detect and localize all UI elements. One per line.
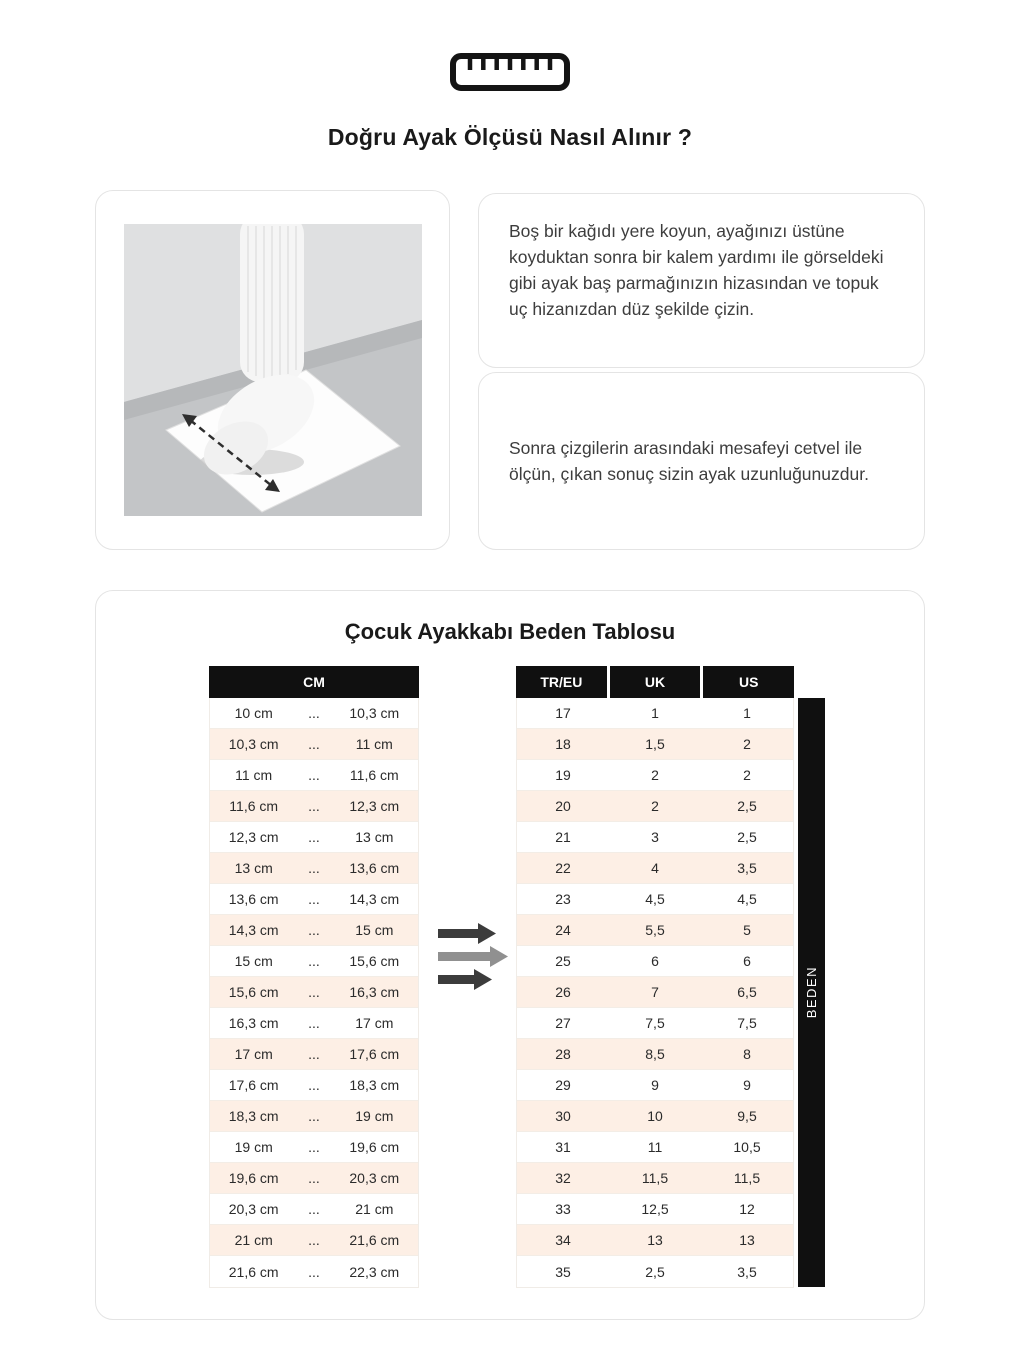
table-cell: ... [308,1077,320,1093]
table-cell: 12,3 cm [228,829,279,845]
table-cell: ... [308,860,320,876]
table-cell: 7,5 [645,1015,665,1031]
table-cell: 13 cm [355,829,394,845]
table-cell: 18,3 cm [228,1108,279,1124]
cm-table-row [210,915,418,946]
table-cell: ... [308,1046,320,1062]
table-cell: 31 [555,1139,571,1155]
table-cell: 17 cm [355,1015,394,1031]
table-cell: 10,3 cm [228,736,279,752]
table-cell: 20 [555,798,571,814]
table-cell: 12,5 [641,1201,669,1217]
table-cell: 17,6 cm [349,1046,400,1062]
size-table-row [517,915,793,946]
beden-label: BEDEN [804,966,819,1019]
size-header-tr-eu: TR/EU [516,666,607,698]
ruler-icon [0,52,1020,92]
table-cell: 34 [555,1232,571,1248]
size-table-row [517,1008,793,1039]
cm-table-row [210,977,418,1008]
table-cell: ... [308,1015,320,1031]
table-cell: 11 [647,1139,663,1155]
table-cell: 13 [739,1232,755,1248]
size-header-uk: UK [610,666,701,698]
table-cell: ... [308,829,320,845]
table-cell: 12 [739,1201,755,1217]
table-cell: 25 [555,953,571,969]
table-cell: 2 [651,767,659,783]
size-table-row [517,1070,793,1101]
instruction-step2-text: Sonra çizgilerin arasındaki mesafeyi cetvel ile ölçün, çıkan sonuç sizin ayak uzunluğunuzdur. [509,438,869,484]
table-cell: 9 [651,1077,659,1093]
table-cell: 1,5 [645,736,665,752]
table-cell: 17 cm [234,1046,273,1062]
table-cell: ... [308,984,320,1000]
table-cell: 23 [555,891,571,907]
size-table-row [517,698,793,729]
table-cell: 1 [651,705,659,721]
table-cell: 19 [555,767,571,783]
table-cell: 5,5 [645,922,665,938]
beden-side-bar [798,698,825,1287]
cm-table-row [210,1101,418,1132]
page-title: Doğru Ayak Ölçüsü Nasıl Alınır ? [327,124,693,150]
table-cell: 11,5 [641,1170,669,1186]
table-cell: 20,3 cm [349,1170,400,1186]
size-table [516,666,794,1288]
table-cell: 19 cm [234,1139,273,1155]
table-cell: 10 cm [234,705,273,721]
table-cell: 3,5 [737,1263,757,1280]
table-cell: 8 [743,1046,751,1062]
table-cell: ... [308,1232,320,1248]
table-cell: ... [308,953,320,969]
table-cell: 26 [555,984,571,1000]
table-cell: 11,6 cm [229,798,279,814]
table-cell: 6 [651,953,659,969]
size-table-row [517,822,793,853]
table-cell: 10,3 cm [349,705,400,721]
table-cell: 9 [743,1077,751,1093]
transfer-arrows-icon [438,919,510,998]
foot-measurement-illustration [124,224,422,516]
size-table-row [517,1039,793,1070]
table-cell: 3,5 [737,860,757,876]
table-cell: 12,3 cm [349,798,400,814]
cm-table-row [210,1008,418,1039]
size-table-row [517,853,793,884]
size-table-header [516,666,794,698]
table-cell: 7 [651,984,659,1000]
table-cell: 17 [555,705,571,721]
size-table-panel [95,590,925,1320]
table-cell: ... [308,891,320,907]
table-cell: ... [308,1139,320,1155]
size-table-rows [516,698,794,1288]
table-cell: 30 [555,1108,571,1124]
size-table-row [517,1163,793,1194]
table-cell: 24 [555,922,571,938]
size-header-us: US [703,666,794,698]
table-cell: 2,5 [645,1263,665,1280]
table-cell: 8,5 [645,1046,665,1062]
size-table-row [517,1256,793,1287]
table-cell: 15 cm [234,953,273,969]
cm-table-row [210,1070,418,1101]
table-cell: ... [308,767,320,783]
table-cell: 18 [555,736,571,752]
table-cell: 21 cm [234,1232,273,1248]
table-cell: ... [308,1201,320,1217]
cm-table-row [210,1194,418,1225]
table-cell: 27 [555,1015,571,1031]
table-cell: 4,5 [645,891,665,907]
table-cell: 15,6 cm [349,953,400,969]
table-cell: 19 cm [355,1108,394,1124]
table-cell: 15,6 cm [228,984,279,1000]
table-cell: ... [308,1263,320,1280]
size-table-row [517,946,793,977]
table-cell: 2 [651,798,659,814]
table-cell: 14,3 cm [349,891,400,907]
table-cell: 11,5 [733,1170,761,1186]
cm-table-row [210,1163,418,1194]
size-table-row [517,1132,793,1163]
table-cell: ... [308,922,320,938]
table-cell: 21,6 cm [349,1232,400,1248]
table-cell: 5 [743,922,751,938]
table-cell: 21,6 cm [228,1263,279,1280]
cm-table-row [210,946,418,977]
table-cell: 28 [555,1046,571,1062]
table-cell: 4 [651,860,659,876]
table-cell: 9,5 [737,1108,757,1124]
foot-photo-card [95,190,450,550]
cm-table-row [210,853,418,884]
table-cell: 35 [555,1263,571,1280]
size-table-row [517,1101,793,1132]
table-cell: 16,3 cm [228,1015,279,1031]
table-cell: 16,3 cm [349,984,400,1000]
table-cell: 2,5 [737,798,757,814]
table-cell: 17,6 cm [228,1077,279,1093]
table-cell: 10 [647,1108,663,1124]
table-cell: 2 [743,736,751,752]
table-cell: 13 cm [234,860,273,876]
table-cell: 32 [555,1170,571,1186]
table-cell: 21 cm [355,1201,394,1217]
size-table-row [517,1194,793,1225]
cm-table-row [210,1132,418,1163]
cm-table-row [210,884,418,915]
cm-table-row [210,729,418,760]
table-cell: 19,6 cm [349,1139,400,1155]
table-cell: ... [308,1170,320,1186]
table-cell: 13 [647,1232,663,1248]
cm-table-row [210,822,418,853]
table-cell: 10,5 [733,1139,761,1155]
table-cell: 2,5 [737,829,757,845]
cm-table-row [210,1039,418,1070]
size-table-row [517,977,793,1008]
table-cell: 13,6 cm [349,860,400,876]
table-cell: 6 [743,953,751,969]
table-cell: 20,3 cm [228,1201,279,1217]
cm-table-row [210,760,418,791]
table-cell: 33 [555,1201,571,1217]
table-cell: 13,6 cm [228,891,279,907]
cm-table-rows [209,698,419,1288]
table-cell: ... [308,1108,320,1124]
size-table-row [517,729,793,760]
cm-table [209,666,419,1288]
table-cell: ... [308,736,320,752]
table-cell: 7,5 [737,1015,757,1031]
instruction-step1-text: Boş bir kağıdı yere koyun, ayağınızı üstüne koyduktan sonra bir kalem yardımı ile görseldeki gibi ayak baş parmağınızın hizasından ve topuk uç hizanızdan düz şekilde çizin. [509,221,884,319]
size-table-row [517,1225,793,1256]
table-cell: 1 [743,705,751,721]
table-cell: ... [308,798,320,814]
table-cell: 21 [555,829,571,845]
table-cell: 22 [555,860,571,876]
table-cell: 11 cm [355,736,393,752]
table-cell: 6,5 [737,984,757,1000]
table-cell: 11,6 cm [349,767,399,783]
cm-table-header: CM [209,666,419,698]
table-cell: 15 cm [355,922,394,938]
cm-table-row [210,1225,418,1256]
table-cell: 29 [555,1077,571,1093]
size-table-row [517,791,793,822]
table-cell: 3 [651,829,659,845]
table-cell: 2 [743,767,751,783]
size-table-row [517,760,793,791]
instruction-card-1 [478,193,925,368]
table-cell: 4,5 [737,891,757,907]
table-cell: 14,3 cm [228,922,279,938]
table-cell: ... [308,705,320,721]
cm-table-row [210,1256,418,1287]
size-table-row [517,884,793,915]
table-cell: 18,3 cm [349,1077,400,1093]
table-cell: 22,3 cm [349,1263,400,1280]
table-cell: 11 cm [235,767,273,783]
cm-table-row [210,698,418,729]
instruction-card-2 [478,372,925,550]
table-cell: 19,6 cm [228,1170,279,1186]
cm-table-row [210,791,418,822]
size-table-title: Çocuk Ayakkabı Beden Tablosu [344,619,676,644]
